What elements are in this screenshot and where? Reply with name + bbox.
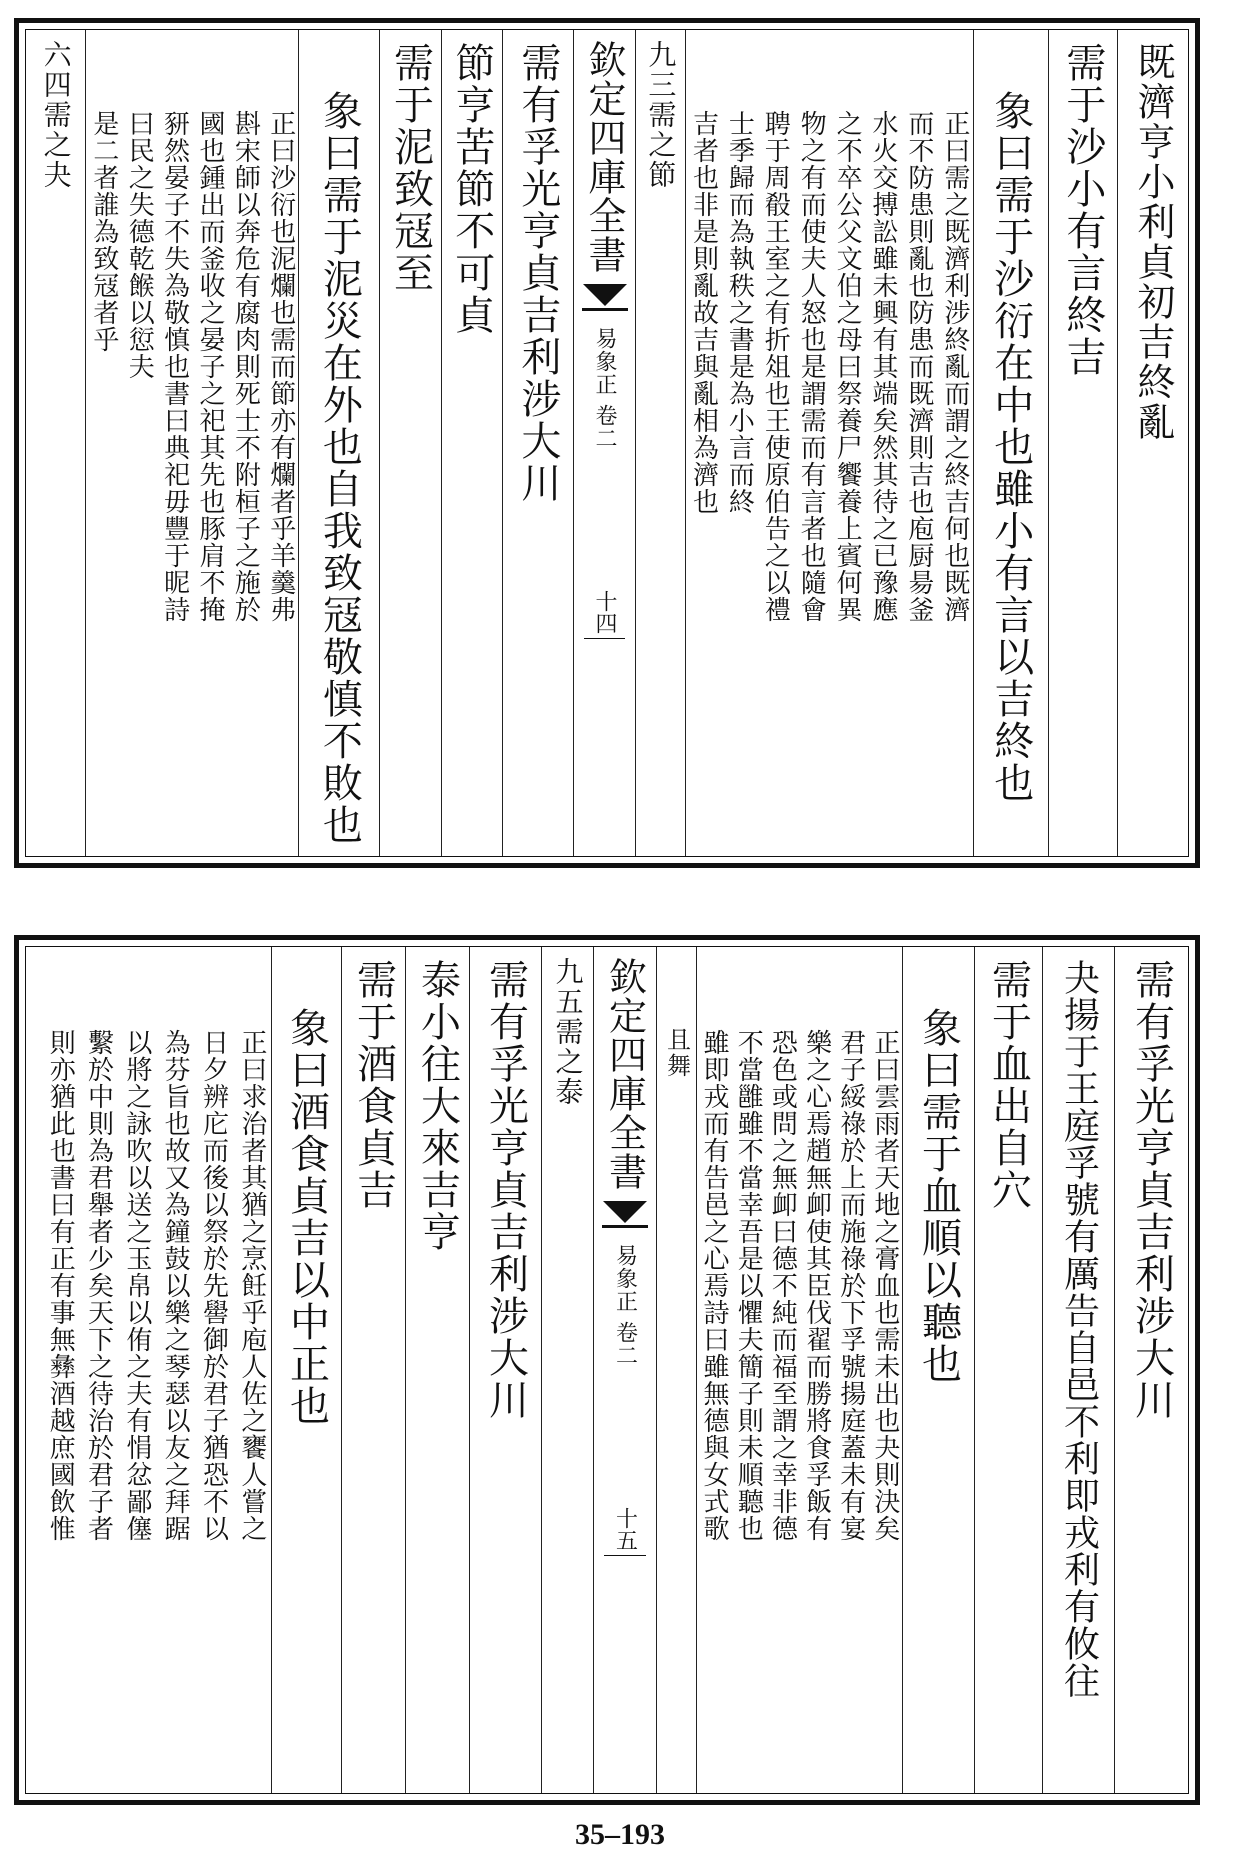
fishtail-line bbox=[582, 308, 628, 319]
bottom-main-line-7 bbox=[341, 947, 405, 1793]
commentary-line bbox=[194, 947, 232, 1793]
commentary-text: 樂之心焉趙無卹使其臣伐翟而勝將食孚飯有 bbox=[801, 1029, 832, 1542]
commentary-columns bbox=[86, 30, 298, 856]
fold-volume: 易象正 卷二 bbox=[612, 1244, 638, 1367]
page-number-footer: 35–193 bbox=[575, 1818, 665, 1851]
commentary-line bbox=[86, 30, 121, 856]
text-line: 象曰需于泥災在外也自我致冦敬慎不敗也 bbox=[316, 90, 363, 846]
fold-page-number: 十四 bbox=[592, 590, 618, 634]
commentary-line bbox=[228, 30, 263, 856]
bottom-main-line-1 bbox=[1114, 947, 1188, 1793]
commentary-text: 日夕辨庀而後以祭於先嚳御於君子猶恐不以 bbox=[198, 1029, 229, 1542]
fishtail-line bbox=[602, 1225, 648, 1236]
subhead-text: 九三需之節 bbox=[644, 40, 678, 190]
commentary-line bbox=[118, 947, 156, 1793]
commentary-columns bbox=[697, 947, 902, 1793]
commentary-columns bbox=[41, 947, 271, 1793]
carry-text: 且舞 bbox=[662, 1027, 691, 1079]
commentary-text: 正曰需之既濟利涉終亂而謂之終吉何也既濟 bbox=[939, 110, 970, 623]
commentary-text: 水火交搏訟雖未興有其端矣然其待之已豫應 bbox=[868, 110, 898, 623]
fold-page-rule bbox=[584, 638, 625, 639]
commentary-text: 為芬旨也故又為鐘鼓以樂之琴瑟以友之拜踞 bbox=[160, 1029, 191, 1542]
bottom-main-line-5 bbox=[469, 947, 541, 1793]
text-line: 需于泥致冦至 bbox=[387, 42, 434, 294]
top-main-line-1 bbox=[1048, 30, 1117, 856]
text-line: 象曰酒食貞吉以中正也 bbox=[283, 1007, 330, 1427]
bottom-main-line-6 bbox=[405, 947, 469, 1793]
commentary-line bbox=[731, 947, 765, 1793]
commentary-line bbox=[757, 30, 793, 856]
commentary-line bbox=[263, 30, 298, 856]
commentary-text: 斟宋師以奔危有腐肉則死士不附桓子之施於 bbox=[230, 110, 261, 623]
commentary-text: 以將之詠吹以送之玉帛以侑之夫有悁忿鄙僿 bbox=[121, 1029, 152, 1542]
commentary-line bbox=[868, 947, 902, 1793]
text-line: 需于血出自穴 bbox=[985, 959, 1032, 1211]
bottom-main-line-2 bbox=[1042, 947, 1114, 1793]
top-right-margin-line bbox=[1117, 30, 1188, 856]
commentary-line bbox=[799, 947, 833, 1793]
fishtail-mark bbox=[603, 1201, 647, 1223]
commentary-line bbox=[156, 947, 194, 1793]
top-columns bbox=[25, 29, 1189, 857]
commentary-line bbox=[793, 30, 829, 856]
commentary-text: 曰民之失德乾餱以愆夫 bbox=[124, 110, 155, 380]
commentary-text: 聘于周殽王室之有折俎也王使原伯告之以禮 bbox=[760, 110, 791, 623]
text-line: 夬揚于王庭孚號有厲告自邑不利即戎利有攸往 bbox=[1058, 959, 1100, 1699]
commentary-text: 是二者誰為致冦者乎 bbox=[88, 110, 119, 353]
subhead-text: 九五需之泰 bbox=[551, 957, 585, 1107]
bottom-commentary-b bbox=[41, 947, 271, 1793]
fold-volume: 易象正 卷二 bbox=[592, 327, 618, 450]
commentary-text: 不當雝雖不當幸吾是以懼夫簡子則未順聽也 bbox=[733, 1029, 764, 1542]
commentary-text: 繫於中則為君舉者少矣天下之待治於君子者 bbox=[83, 1029, 114, 1542]
fold-title: 欽定四庫全書 bbox=[602, 957, 647, 1191]
commentary-text: 國也鍾出而釜收之晏子之祀其先也豚肩不掩 bbox=[195, 110, 226, 623]
commentary-text: 吉者也非是則亂故吉與亂相為濟也 bbox=[688, 110, 719, 515]
commentary-text: 雖即戎而有告邑之心焉詩曰雖無德與女式歌 bbox=[699, 1029, 730, 1542]
text-line: 需于酒食貞吉 bbox=[350, 959, 397, 1211]
commentary-columns bbox=[686, 30, 973, 856]
commentary-line bbox=[765, 947, 799, 1793]
top-commentary-a bbox=[685, 30, 973, 856]
text-line: 象曰需于沙衍在中也雖小有言以吉終也 bbox=[987, 90, 1034, 804]
text-line: 泰小往大來吉亨 bbox=[414, 959, 461, 1253]
fold-page-rule bbox=[604, 1555, 646, 1556]
bottom-commentary-a bbox=[696, 947, 902, 1793]
top-commentary-b bbox=[85, 30, 298, 856]
subhead-text: 六四需之夬 bbox=[39, 40, 73, 190]
commentary-text: 恐色或問之無卹曰德不純而福至謂之幸非德 bbox=[767, 1029, 798, 1542]
commentary-line bbox=[122, 30, 157, 856]
bottom-main-line-3 bbox=[974, 947, 1042, 1793]
commentary-line bbox=[79, 947, 117, 1793]
top-main-line-3 bbox=[502, 30, 573, 856]
commentary-line bbox=[721, 30, 757, 856]
top-subhead-a bbox=[635, 30, 684, 856]
bottom-columns bbox=[25, 946, 1189, 1794]
top-main-line-4 bbox=[441, 30, 502, 856]
commentary-text: 正曰雲雨者天地之膏血也需未出也夬則決矣 bbox=[869, 1029, 900, 1542]
commentary-line bbox=[233, 947, 271, 1793]
top-page-frame bbox=[14, 18, 1200, 868]
commentary-line bbox=[901, 30, 937, 856]
top-xiang-line-1 bbox=[973, 30, 1048, 856]
commentary-line bbox=[829, 30, 865, 856]
text-line: 節亨苦節不可貞 bbox=[448, 42, 495, 336]
bottom-subhead-a bbox=[541, 947, 593, 1793]
commentary-line bbox=[865, 30, 901, 856]
commentary-text: 正曰沙衍也泥爛也需而節亦有爛者乎羊羹弗 bbox=[265, 110, 296, 623]
bottom-page-frame bbox=[14, 935, 1200, 1805]
top-center-fold bbox=[573, 30, 635, 856]
top-subhead-b bbox=[26, 30, 85, 856]
top-main-line-5 bbox=[379, 30, 440, 856]
fold-page-number: 十五 bbox=[612, 1507, 638, 1551]
commentary-text: 正曰求治者其猶之烹飪乎庖人佐之饔人嘗之 bbox=[236, 1029, 267, 1542]
top-xiang-line-2 bbox=[298, 30, 379, 856]
bottom-carry-line bbox=[656, 947, 696, 1793]
text-line: 象曰需于血順以聽也 bbox=[915, 1007, 962, 1385]
commentary-text: 士季歸而為執秩之書是為小言而終 bbox=[724, 110, 755, 515]
commentary-line bbox=[937, 30, 973, 856]
commentary-text: 物之有而使夫人怒也是謂需而有言者也隨會 bbox=[796, 110, 827, 623]
text-line: 需有孚光亨貞吉利涉大川 bbox=[514, 42, 561, 504]
commentary-line bbox=[192, 30, 227, 856]
commentary-text: 豜然晏子不失為敬慎也書曰典祀毋豐于昵詩 bbox=[159, 110, 190, 623]
commentary-line bbox=[697, 947, 731, 1793]
bottom-center-fold bbox=[593, 947, 656, 1793]
text-line: 需有孚光亨貞吉利涉大川 bbox=[482, 959, 529, 1421]
fold-title: 欽定四庫全書 bbox=[582, 40, 627, 274]
fishtail-mark bbox=[583, 284, 627, 306]
commentary-text: 而不防患則亂也防患而既濟則吉也庖厨昜釜 bbox=[903, 110, 934, 623]
bottom-xiang-line-2 bbox=[271, 947, 341, 1793]
commentary-line bbox=[686, 30, 722, 856]
commentary-line bbox=[834, 947, 868, 1793]
text-line: 需有孚光亨貞吉利涉大川 bbox=[1128, 959, 1175, 1421]
commentary-line bbox=[41, 947, 79, 1793]
commentary-text: 之不卒公父文伯之母曰祭養尸饗養上賓何異 bbox=[832, 110, 863, 623]
text-line: 既濟亨小利貞初吉終亂 bbox=[1130, 42, 1175, 442]
text-line: 需于沙小有言終吉 bbox=[1059, 42, 1106, 378]
commentary-text: 則亦猶此也書曰有正有事無彝酒越庶國飲惟 bbox=[45, 1029, 76, 1542]
commentary-text: 君子綏祿於上而施祿於下孚號揚庭蓋未有宴 bbox=[835, 1029, 866, 1542]
bottom-xiang-line-1 bbox=[902, 947, 974, 1793]
commentary-line bbox=[157, 30, 192, 856]
